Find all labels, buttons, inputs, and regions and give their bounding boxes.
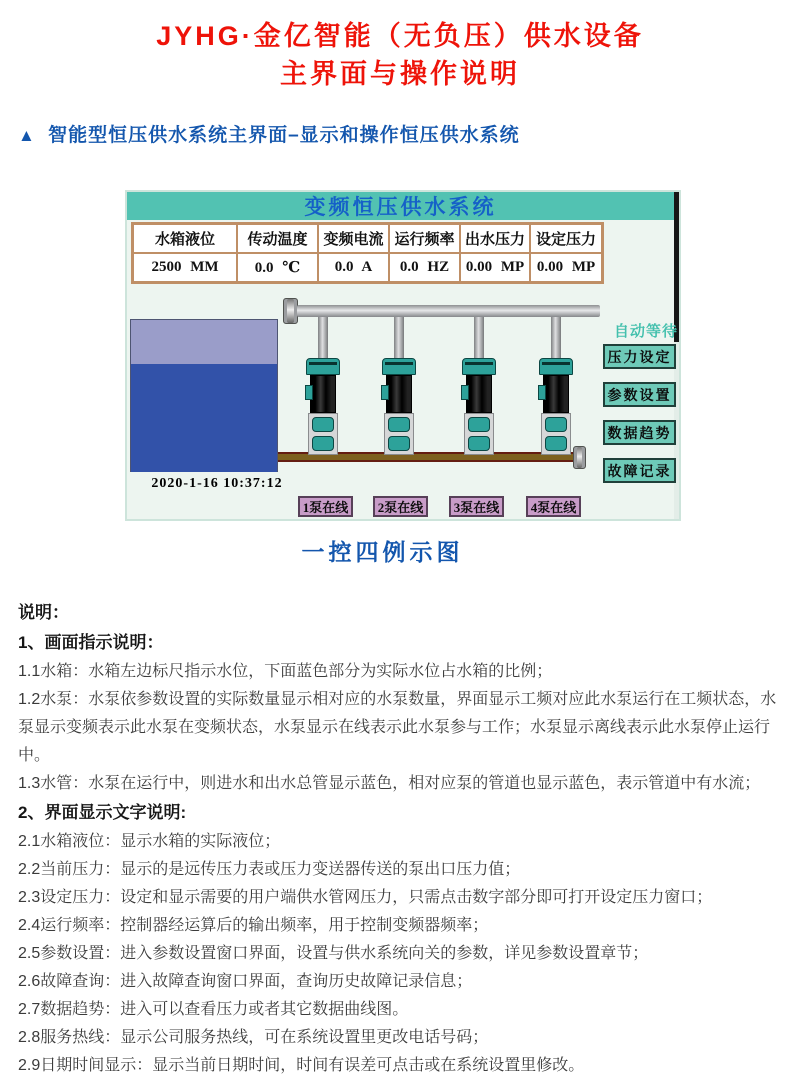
hmi-screenshot [125, 190, 681, 521]
fault-record-button[interactable]: 故障记录 [603, 458, 676, 483]
note-line: 2.7数据趋势：进入可以查看压力或者其它数据曲线图。 [18, 1001, 409, 1018]
pump-graphic-4 [539, 317, 573, 455]
pump-base [464, 413, 494, 455]
note-line: 2.5参数设置：进入参数设置窗口界面，设置与供水系统向关的参数，详见参数设置章节； [18, 945, 649, 962]
pump-2-status-badge: 2泵在线 [373, 496, 428, 517]
hmi-title: 变频恒压供水系统 [304, 195, 497, 219]
set-pressure-value[interactable]: 0.00 MP [530, 253, 602, 282]
pump-head [462, 358, 496, 375]
pump-3-status-badge: 3泵在线 [449, 496, 504, 517]
pump-motor [386, 375, 412, 413]
pump-riser-pipe [318, 317, 328, 359]
pump-stage [388, 417, 410, 432]
pump-head [382, 358, 416, 375]
note-line: 1.3水管：水泵在运行中，则进水和出水总管显示蓝色，相对应泵的管道也显示蓝色，表示管道中有水流； [18, 775, 761, 792]
figure-caption: 一控四例示图 [301, 539, 464, 565]
pump-riser-pipe [394, 317, 404, 359]
notes-heading: 说明： [18, 603, 69, 622]
col-header-run-frequency: 运行频率 [389, 224, 460, 253]
pump-stage [312, 417, 334, 432]
motor-junction-box [461, 385, 469, 400]
note-line: 2.8服务热线：显示公司服务热线，可在系统设置里更改电话号码； [18, 1029, 489, 1046]
note-line: 1.2水泵：水泵依参数设置的实际数量显示相对应的水泵数量，界面显示工频对应此水泵运行在工频状态，水泵显示变频表示此水泵在变频状态，水泵显示在线表示此水泵参与工作；水泵显示离线表示此水泵停止运行中。 [18, 691, 777, 764]
datetime-display[interactable]: 2020-1-16 10:37:12 [151, 476, 283, 491]
hmi-data-table [131, 222, 604, 284]
notes-sec2-heading: 2、界面显示文字说明: [18, 803, 187, 822]
pump-base [541, 413, 571, 455]
outlet-pressure-value: 0.00 MP [460, 253, 530, 282]
col-header-vfd-current: 变频电流 [318, 224, 389, 253]
tank-empty-space [131, 320, 277, 364]
col-header-drive-temp: 传动温度 [237, 224, 318, 253]
section-heading-text: 智能型恒压供水系统主界面–显示和操作恒压供水系统 [48, 125, 520, 146]
note-line: 2.9日期时间显示：显示当前日期时间，时间有误差可点击或在系统设置里修改。 [18, 1057, 585, 1074]
run-status-text: 自动等待 [613, 324, 678, 340]
col-header-outlet-pressure: 出水压力 [460, 224, 530, 253]
drive-temp-value: 0.0 ℃ [237, 253, 318, 282]
pump-base [308, 413, 338, 455]
pump-1-status-badge: 1泵在线 [298, 496, 353, 517]
hmi-title-banner [127, 192, 674, 220]
outlet-manifold-pipe [297, 305, 600, 317]
note-line: 2.3设定压力：设定和显示需要的用户端供水管网压力，只需点击数字部分即可打开设定压力窗口； [18, 889, 713, 906]
doc-title-line2: 主界面与操作说明 [280, 59, 520, 89]
note-line: 1.1水箱：水箱左边标尺指示水位，下面蓝色部分为实际水位占水箱的比例； [18, 663, 553, 680]
notes-sec1-heading: 1、画面指示说明： [18, 633, 164, 652]
run-frequency-value: 0.0 HZ [389, 253, 460, 282]
pump-4-status-badge: 4泵在线 [526, 496, 581, 517]
note-line: 2.1水箱液位：显示水箱的实际液位； [18, 833, 281, 850]
motor-junction-box [381, 385, 389, 400]
pump-stage [545, 436, 567, 451]
pump-motor [543, 375, 569, 413]
pump-graphic-2 [382, 317, 416, 455]
note-line: 2.2当前压力：显示的是远传压力表或压力变送器传送的泵出口压力值； [18, 861, 521, 878]
pump-riser-pipe [551, 317, 561, 359]
pump-motor [310, 375, 336, 413]
pump-riser-pipe [474, 317, 484, 359]
tank-level-value: 2500 MM [133, 253, 237, 282]
pump-motor [466, 375, 492, 413]
pump-stage [468, 436, 490, 451]
triangle-bullet-icon: ▲ [18, 126, 36, 145]
parameter-settings-button[interactable]: 参数设置 [603, 382, 676, 407]
pipe-flange-right [573, 446, 586, 469]
data-trend-button[interactable]: 数据趋势 [603, 420, 676, 445]
pump-stage [545, 417, 567, 432]
doc-title-line1: JYHG·金亿智能（无负压）供水设备 [156, 21, 644, 51]
pump-head [539, 358, 573, 375]
pump-stage [312, 436, 334, 451]
pump-graphic-3 [462, 317, 496, 455]
vfd-current-value: 0.0 A [318, 253, 389, 282]
pump-head [306, 358, 340, 375]
section-heading [18, 120, 520, 147]
note-line: 2.6故障查询：进入故障查询窗口界面，查询历史故障记录信息； [18, 973, 473, 990]
pressure-set-button[interactable]: 压力设定 [603, 344, 676, 369]
pipe-flange-left [283, 298, 298, 324]
motor-junction-box [305, 385, 313, 400]
col-header-tank-level: 水箱液位 [133, 224, 237, 253]
note-line: 2.4运行频率：控制器经运算后的输出频率，用于控制变频器频率； [18, 917, 489, 934]
tank-water-level [131, 364, 277, 472]
motor-junction-box [538, 385, 546, 400]
pump-graphic-1 [306, 317, 340, 455]
col-header-set-pressure: 设定压力 [530, 224, 602, 253]
pump-stage [468, 417, 490, 432]
water-tank [130, 319, 278, 472]
pump-stage [388, 436, 410, 451]
notes-section [18, 598, 790, 1080]
pump-base [384, 413, 414, 455]
